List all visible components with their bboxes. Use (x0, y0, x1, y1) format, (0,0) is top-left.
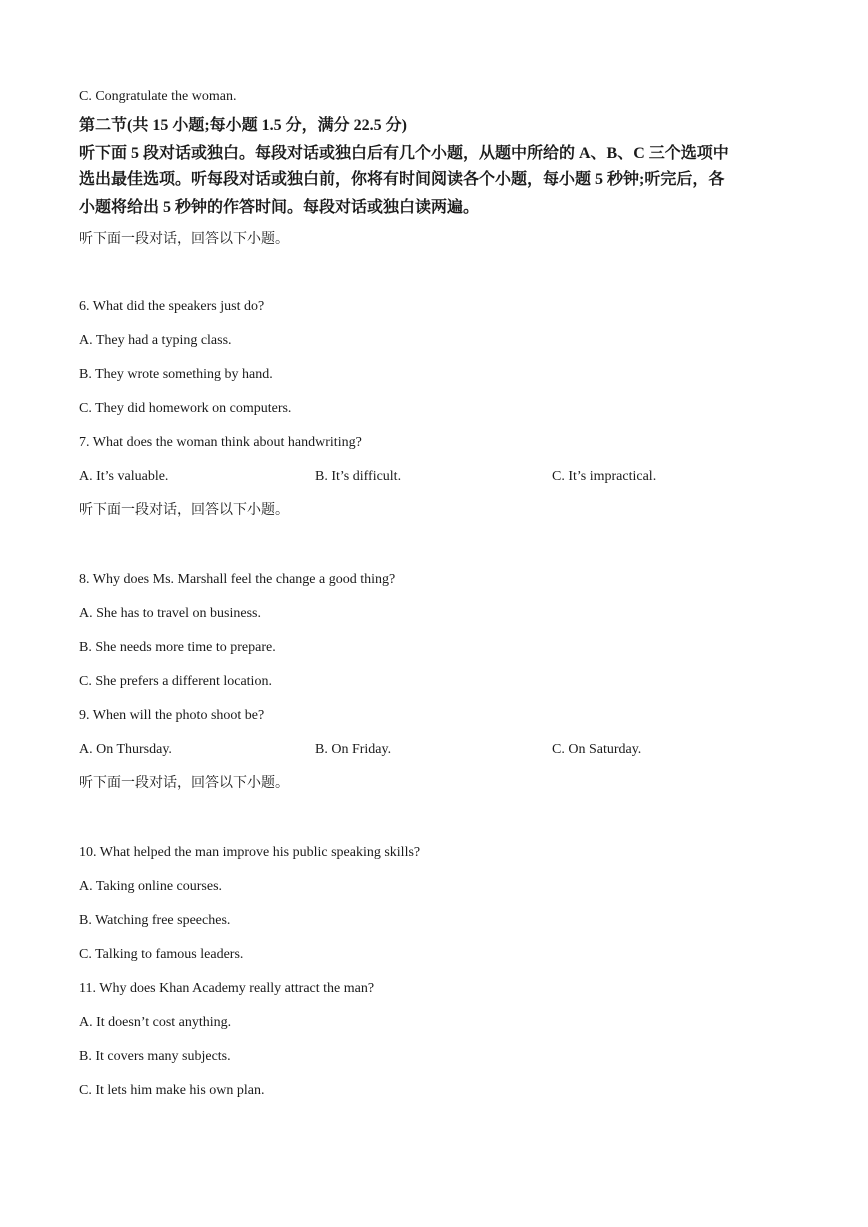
question-8-option-a: A. She has to travel on business. (79, 606, 261, 621)
question-6: 6. What did the speakers just do? (79, 299, 265, 314)
question-9-option-c: C. On Saturday. (552, 742, 642, 757)
dialogue-prompt: 听下面一段对话，回答以下小题。 (79, 232, 289, 247)
question-7: 7. What does the woman think about handwriting? (79, 435, 362, 450)
question-10-option-a: A. Taking online courses. (79, 879, 223, 894)
question-7-option-b: B. It’s difficult. (315, 469, 402, 484)
question-8-option-b: B. She needs more time to prepare. (79, 640, 276, 655)
question-6-option-b: B. They wrote something by hand. (79, 367, 273, 382)
section-instructions-line-3: 小题将给出 5 秒钟的作答时间。每段对话或独白读两遍。 (79, 199, 480, 216)
question-8-option-c: C. She prefers a different location. (79, 674, 272, 689)
previous-option: C. Congratulate the woman. (79, 89, 237, 104)
section-heading: 第二节(共 15 小题;每小题 1.5 分，满分 22.5 分) (79, 117, 407, 134)
question-6-option-c: C. They did homework on computers. (79, 401, 292, 416)
section-instructions-line-1: 听下面 5 段对话或独白。每段对话或独白后有几个小题，从题中所给的 A、B、C 三个选项中 (79, 145, 729, 162)
question-11: 11. Why does Khan Academy really attract the man? (79, 981, 375, 996)
question-7-option-a: A. It’s valuable. (79, 469, 169, 484)
question-11-option-b: B. It covers many subjects. (79, 1049, 231, 1064)
question-10-option-b: B. Watching free speeches. (79, 913, 231, 928)
question-7-option-c: C. It’s impractical. (552, 469, 657, 484)
question-11-option-c: C. It lets him make his own plan. (79, 1083, 265, 1098)
dialogue-prompt: 听下面一段对话，回答以下小题。 (79, 776, 289, 791)
question-10: 10. What helped the man improve his public speaking skills? (79, 845, 421, 860)
question-6-option-a: A. They had a typing class. (79, 333, 232, 348)
question-9: 9. When will the photo shoot be? (79, 708, 265, 723)
section-instructions-line-2: 选出最佳选项。听每段对话或独白前，你将有时间阅读各个小题，每小题 5 秒钟;听完后，各 (79, 171, 725, 188)
question-9-option-b: B. On Friday. (315, 742, 392, 757)
question-10-option-c: C. Talking to famous leaders. (79, 947, 244, 962)
question-9-option-a: A. On Thursday. (79, 742, 172, 757)
dialogue-prompt: 听下面一段对话，回答以下小题。 (79, 503, 289, 518)
question-11-option-a: A. It doesn’t cost anything. (79, 1015, 232, 1030)
question-8: 8. Why does Ms. Marshall feel the change a good thing? (79, 572, 396, 587)
